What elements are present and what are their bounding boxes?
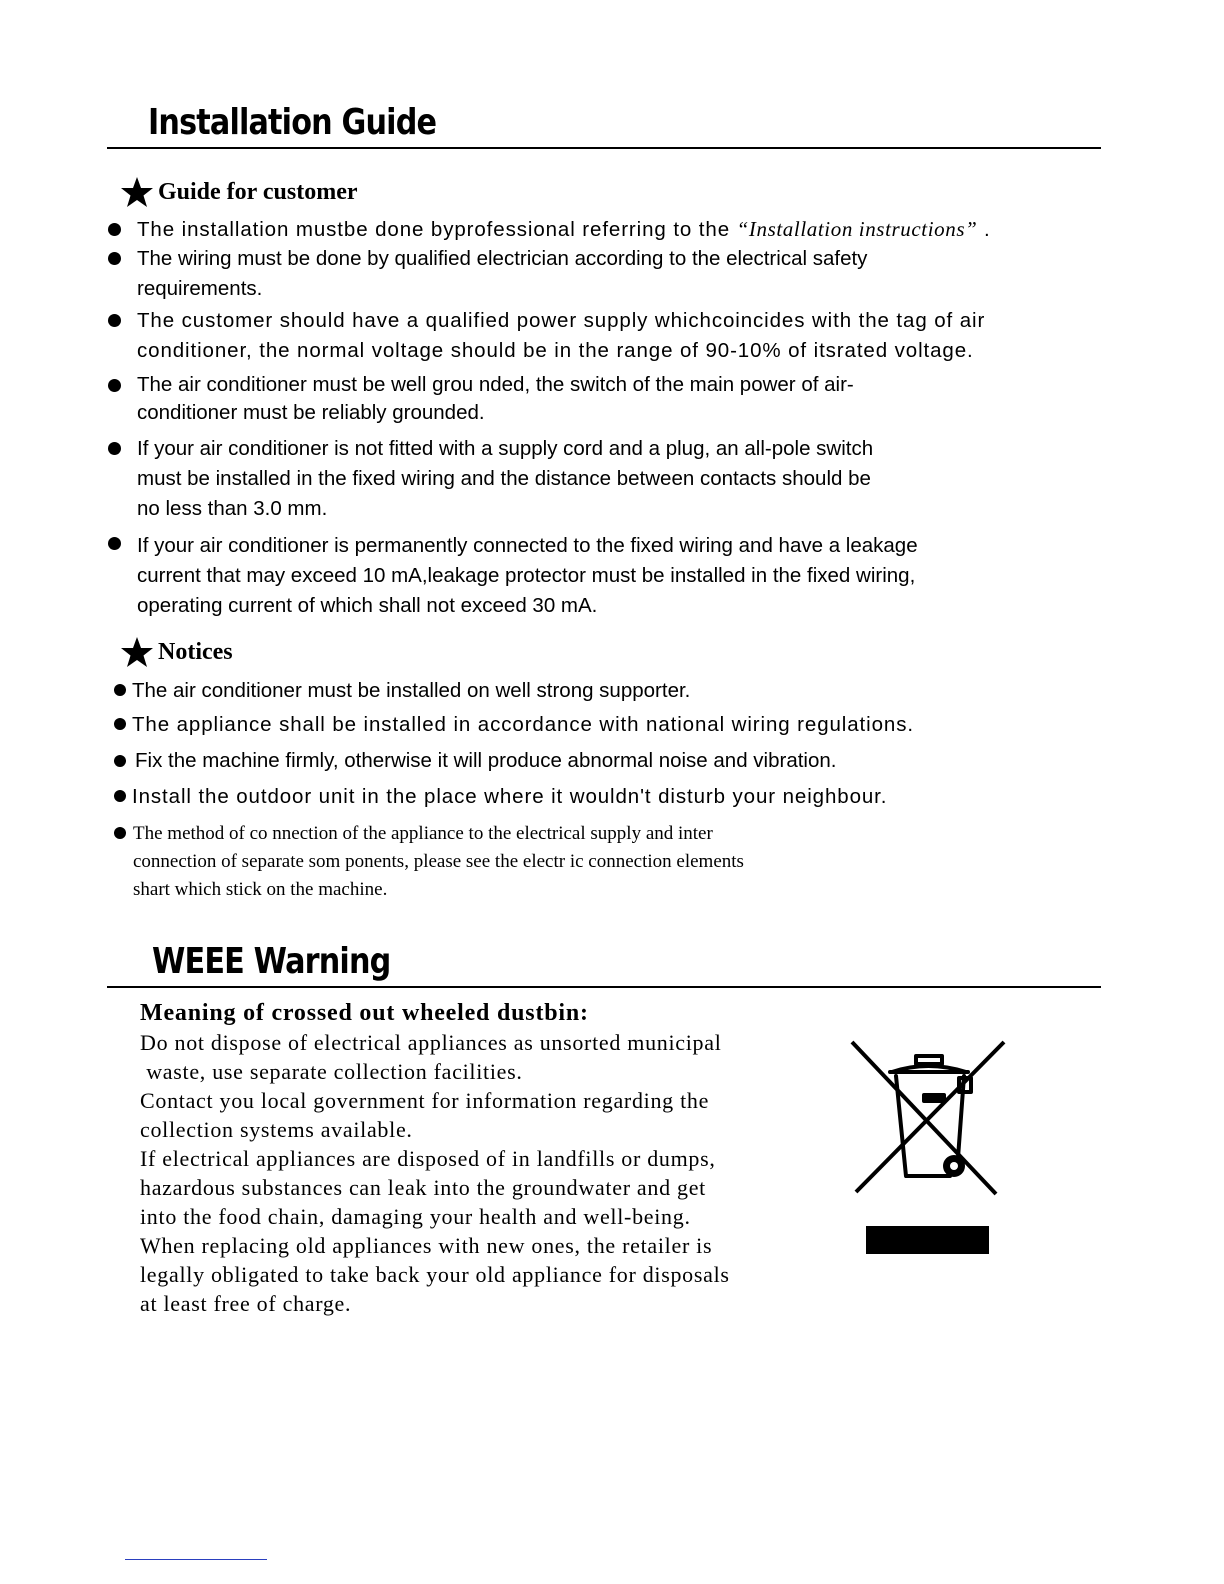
- item-line: The wiring must be done by qualified electrician according to the electrical safety: [137, 247, 868, 270]
- weee-subtitle: Meaning of crossed out wheeled dustbin:: [140, 1000, 589, 1026]
- weee-rule: [107, 986, 1101, 988]
- bullet-icon: [108, 442, 121, 455]
- bullet-icon: [114, 684, 126, 696]
- bullet-icon: [114, 827, 126, 839]
- bullet-icon: [108, 314, 121, 327]
- weee-line: hazardous substances can leak into the groundwater and get: [140, 1175, 706, 1200]
- item-text-suffix: .: [977, 218, 991, 241]
- item-text: The installation mustbe done byprofessional referring to the: [137, 218, 737, 241]
- item-line: If your air conditioner is permanently connected to the fixed wiring and have a leakage: [137, 534, 918, 557]
- item-line: shart which stick on the machine.: [133, 879, 388, 900]
- item-line: current that may exceed 10 mA,leakage protector must be installed in the fixed wiring,: [137, 564, 916, 587]
- item-line: The customer should have a qualified power supply whichcoincides with the tag of air: [137, 309, 986, 332]
- item-line: The air conditioner must be well grou nded, the switch of the main power of air-: [137, 373, 854, 396]
- customer-heading-text: Guide for customer: [158, 178, 358, 205]
- item-italic-ref: “Installation instructions”: [736, 217, 978, 241]
- weee-line: waste, use separate collection facilities.: [140, 1059, 523, 1084]
- notice-text: Install the outdoor unit in the place where it wouldn't disturb your neighbour.: [132, 785, 888, 808]
- weee-line: When replacing old appliances with new ones, the retailer is: [140, 1233, 713, 1258]
- bullet-icon: [108, 252, 121, 265]
- star-icon: [120, 176, 154, 208]
- weee-black-bar: [866, 1226, 989, 1254]
- item-line: must be installed in the fixed wiring and the distance between contacts should be: [137, 467, 871, 490]
- weee-title: WEEE Warning: [152, 941, 391, 982]
- item-line: If your air conditioner is not fitted with a supply cord and a plug, an all-pole switch: [137, 437, 874, 460]
- item-line: connection of separate som ponents, please see the electr ic connection elements: [133, 851, 744, 872]
- weee-line: Do not dispose of electrical appliances as unsorted municipal: [140, 1030, 722, 1055]
- notice-text: The air conditioner must be installed on well strong supporter.: [132, 679, 691, 702]
- weee-line: into the food chain, damaging your health and well-being.: [140, 1204, 691, 1229]
- bullet-icon: [108, 379, 121, 392]
- notice-text: The appliance shall be installed in accordance with national wiring regulations.: [132, 713, 914, 736]
- item-line: operating current of which shall not exceed 30 mA.: [137, 594, 598, 617]
- bullet-icon: [108, 223, 121, 236]
- weee-line: at least free of charge.: [140, 1291, 352, 1316]
- bullet-icon: [114, 790, 126, 802]
- item-line: conditioner must be reliably grounded.: [137, 401, 485, 424]
- weee-body: [140, 1028, 730, 1318]
- notices-heading-text: Notices: [158, 638, 233, 665]
- item-line: The method of co nnection of the appliance to the electrical supply and inter: [133, 823, 713, 844]
- notices-heading: [120, 636, 233, 668]
- weee-line: legally obligated to take back your old appliance for disposals: [140, 1262, 730, 1287]
- weee-line: If electrical appliances are disposed of in landfills or dumps,: [140, 1146, 716, 1171]
- weee-line: collection systems available.: [140, 1117, 413, 1142]
- customer-heading: [120, 176, 358, 208]
- bullet-icon: [108, 537, 121, 550]
- item-line: conditioner, the normal voltage should be in the range of 90-10% of itsrated voltage.: [137, 339, 974, 362]
- crossed-out-wheeled-bin-icon: [846, 1038, 1010, 1200]
- item-line: no less than 3.0 mm.: [137, 497, 328, 520]
- weee-line: Contact you local government for information regarding the: [140, 1088, 710, 1113]
- bullet-icon: [114, 718, 126, 730]
- item-line: requirements.: [137, 277, 263, 300]
- footer-line: [125, 1559, 267, 1560]
- title-rule: [107, 147, 1101, 149]
- notice-text: Fix the machine firmly, otherwise it will produce abnormal noise and vibration.: [135, 749, 837, 772]
- installation-title: Installation Guide: [148, 102, 437, 143]
- star-icon: [120, 636, 154, 668]
- bullet-icon: [114, 755, 126, 767]
